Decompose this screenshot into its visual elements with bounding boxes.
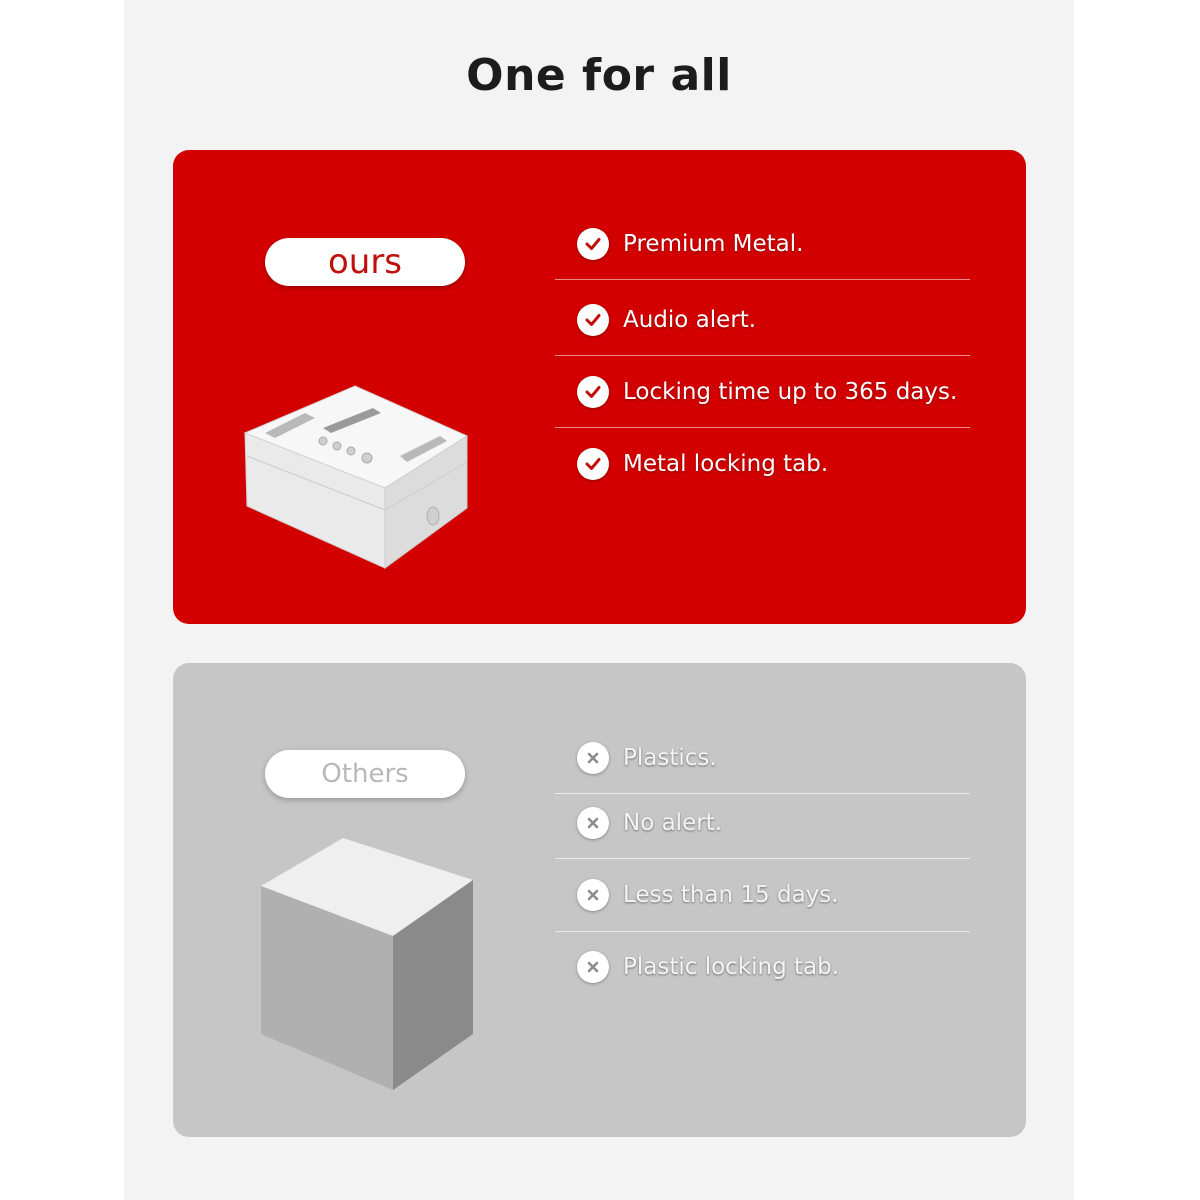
ours-feature-text: Premium Metal. <box>623 231 804 257</box>
timed-lock-box-image <box>235 378 475 578</box>
ours-feature-text: Audio alert. <box>623 307 757 333</box>
page-title: One for all <box>466 50 732 101</box>
others-feature-text: No alert. <box>623 810 723 836</box>
others-feature-row <box>555 931 970 1003</box>
check-icon <box>577 448 609 480</box>
generic-box-image <box>253 838 478 1098</box>
others-feature-text: Less than 15 days. <box>623 882 839 908</box>
ours-feature-row <box>555 356 970 428</box>
ours-feature-text: Locking time up to 365 days. <box>623 379 958 405</box>
others-label-pill: Others <box>265 750 465 798</box>
others-feature-text: Plastics. <box>623 745 717 771</box>
check-icon <box>577 304 609 336</box>
divider <box>555 279 970 280</box>
ours-feature-row <box>555 208 970 280</box>
check-icon <box>577 376 609 408</box>
ours-panel <box>173 150 1026 624</box>
ours-feature-row <box>555 284 970 356</box>
others-feature-row <box>555 787 970 859</box>
others-feature-row <box>555 859 970 931</box>
others-panel <box>173 663 1026 1137</box>
cross-icon <box>577 951 609 983</box>
ours-feature-row <box>555 428 970 500</box>
cross-icon <box>577 807 609 839</box>
others-feature-row <box>555 722 970 794</box>
ours-feature-text: Metal locking tab. <box>623 451 829 477</box>
others-feature-text: Plastic locking tab. <box>623 954 840 980</box>
cross-icon <box>577 879 609 911</box>
cross-icon <box>577 742 609 774</box>
ours-label-pill: ours <box>265 238 465 286</box>
check-icon <box>577 228 609 260</box>
